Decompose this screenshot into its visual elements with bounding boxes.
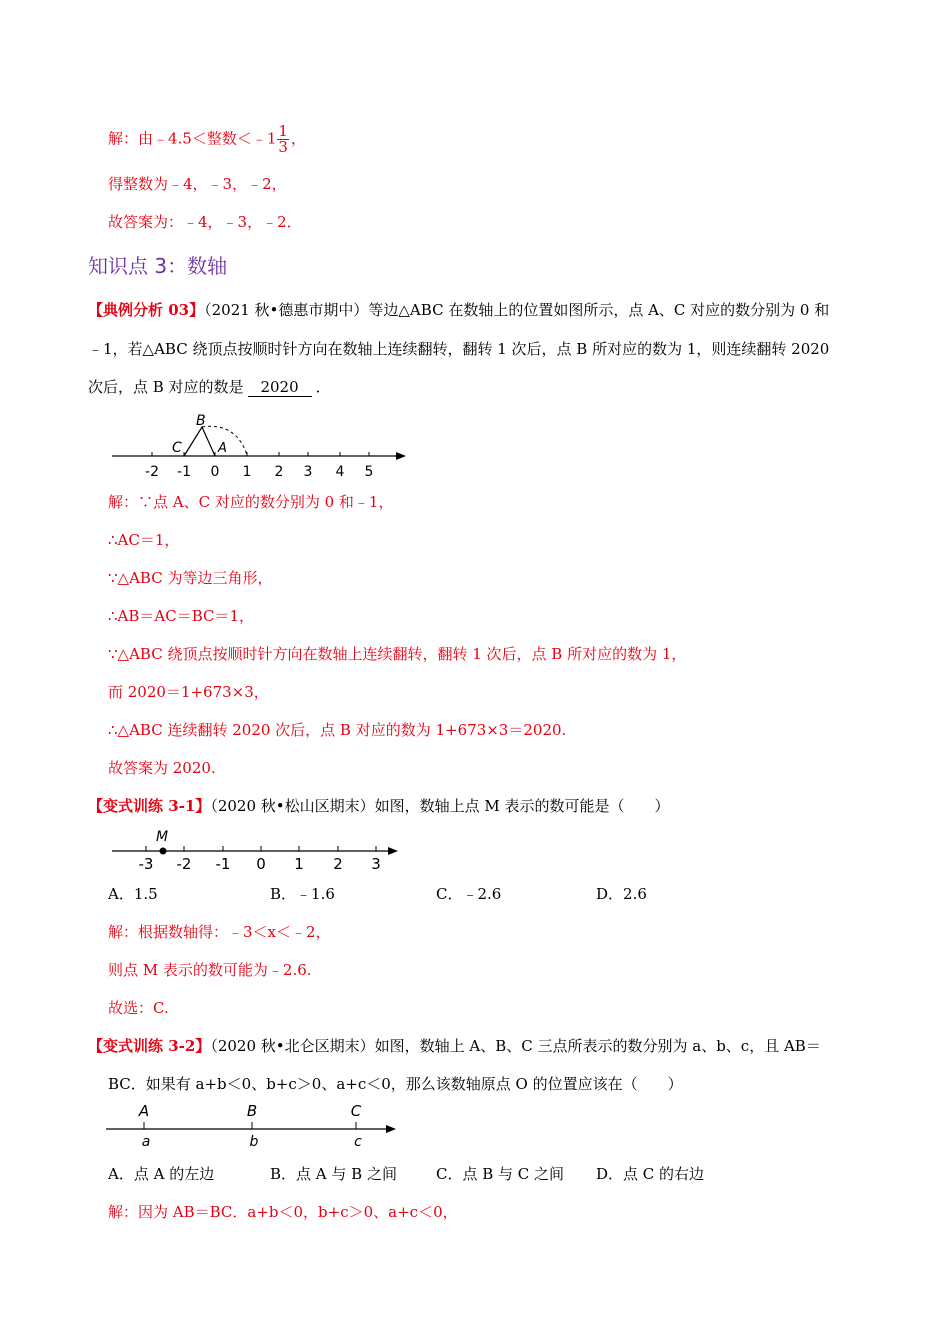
solution-text: ，	[290, 129, 306, 148]
option-a[interactable]: A．点 A 的左边	[108, 1165, 215, 1183]
tick-label: 3	[371, 855, 381, 873]
label-a: A	[218, 441, 227, 456]
section-title: 知识点 3：数轴	[88, 254, 228, 278]
axis-arrow	[388, 847, 398, 855]
variation-3-2-solution: 解：因为 AB＝BC．a+b＜0，b+c＞0、a+c＜0，	[108, 1203, 458, 1221]
variation-text: （2020 秋•松山区期末）如图，数轴上点 M 表示的数可能是（ ）	[210, 797, 670, 815]
example-03-solution-8: 故答案为 2020.	[108, 759, 216, 777]
point-label-upper: B	[246, 1102, 258, 1120]
tick-label: -1	[215, 855, 231, 873]
tick-label: 0	[210, 464, 220, 480]
fraction-denominator: 3	[278, 138, 288, 156]
label-c: C	[172, 440, 182, 456]
fraction	[277, 124, 289, 155]
example-03-solution-2: ∴AC＝1，	[108, 531, 180, 549]
variation-tag: 【变式训练 3-1】	[88, 797, 211, 815]
answer-blank: 2020	[248, 378, 312, 397]
tick-label: 3	[303, 464, 313, 480]
fraction-numerator: 1	[278, 122, 288, 140]
tick-label: 2	[333, 855, 343, 873]
tick-label: 0	[256, 855, 266, 873]
solution-1-line-2: 得整数为﹣4，﹣3，﹣2，	[108, 175, 287, 193]
variation-3-1-solution-1: 解：根据数轴得：﹣3＜x＜﹣2，	[108, 923, 331, 941]
example-03-line-3	[88, 377, 331, 397]
option-b[interactable]: B．﹣1.6	[270, 885, 335, 903]
example-03-line-1	[88, 300, 829, 320]
option-a[interactable]: A．1.5	[108, 885, 158, 903]
tick-label: 4	[335, 464, 345, 480]
example-03-solution-6: 而 2020＝1+673×3，	[108, 683, 269, 701]
number-line-abc-figure	[104, 1100, 404, 1154]
tick-label: -3	[138, 855, 154, 873]
example-03-solution-5: ∵△ABC 绕顶点按顺时针方向在数轴上连续翻转，翻转 1 次后，点 B 所对应的数为 1，	[108, 645, 687, 663]
point-label-lower: b	[249, 1134, 259, 1150]
tick-label: 5	[364, 464, 374, 480]
option-c[interactable]: C．﹣2.6	[436, 885, 502, 903]
axis-arrow	[396, 452, 406, 460]
solution-1-line-3: 故答案为：﹣4，﹣3，﹣2．	[108, 213, 302, 231]
variation-tag: 【变式训练 3-2】	[88, 1037, 211, 1055]
tick-label: 2	[274, 464, 284, 480]
number-line-triangle-figure	[108, 408, 412, 480]
example-03-line-2: ﹣1，若△ABC 绕顶点按顺时针方向在数轴上连续翻转，翻转 1 次后，点 B 所对应的数为 1，则连续翻转 2020	[88, 340, 830, 358]
example-tag: 【典例分析 03】	[88, 301, 205, 319]
tick-label: 1	[294, 855, 304, 873]
point-m	[160, 848, 167, 855]
variation-3-2-line-2: BC．如果有 a+b＜0、b+c＞0、a+c＜0，那么该数轴原点 O 的位置应该在（ ）	[108, 1075, 683, 1093]
example-03-solution-1: 解：∵点 A、C 对应的数分别为 0 和﹣1，	[108, 493, 394, 511]
variation-3-1-solution-2: 则点 M 表示的数可能为﹣2.6.	[108, 961, 312, 979]
point-label-upper: C	[350, 1102, 362, 1120]
point-label-lower: c	[354, 1134, 362, 1150]
variation-text: （2020 秋•北仑区期末）如图，数轴上 A、B、C 三点所表示的数分别为 a、b、c，且 AB＝	[210, 1037, 821, 1055]
example-03-solution-3: ∵△ABC 为等边三角形，	[108, 569, 273, 587]
tick-label: -1	[177, 464, 191, 480]
option-d[interactable]: D．2.6	[596, 885, 647, 903]
tick-label: 1	[242, 464, 252, 480]
option-b[interactable]: B．点 A 与 B 之间	[270, 1165, 397, 1183]
solution-1-line-1	[108, 124, 306, 155]
example-text: （2021 秋•德惠市期中）等边△ABC 在数轴上的位置如图所示，点 A、C 对应的数分别为 0 和	[204, 301, 830, 319]
tick-label: -2	[176, 855, 192, 873]
label-b: B	[196, 413, 206, 429]
example-03-solution-7: ∴△ABC 连续翻转 2020 次后，点 B 对应的数为 1+673×3＝2020.	[108, 721, 567, 739]
example-text: 次后，点 B 对应的数是	[88, 378, 244, 396]
axis-arrow	[386, 1125, 396, 1133]
point-label-upper: A	[138, 1102, 150, 1120]
option-d[interactable]: D．点 C 的右边	[596, 1165, 705, 1183]
variation-3-1-solution-3: 故选：C.	[108, 999, 169, 1017]
tick-label: -2	[145, 464, 159, 480]
variation-3-2-line-1	[88, 1036, 821, 1056]
number-line-m-figure	[108, 824, 404, 874]
point-label-lower: a	[141, 1134, 151, 1150]
triangle-abc	[184, 427, 215, 456]
solution-text: 解：由﹣4.5＜整数＜﹣1	[108, 129, 277, 148]
example-03-solution-4: ∴AB＝AC＝BC＝1，	[108, 607, 255, 625]
label-m: M	[156, 829, 169, 845]
option-c[interactable]: C．点 B 与 C 之间	[436, 1165, 565, 1183]
example-text: ．	[315, 378, 331, 396]
variation-3-1-stem	[88, 796, 670, 816]
